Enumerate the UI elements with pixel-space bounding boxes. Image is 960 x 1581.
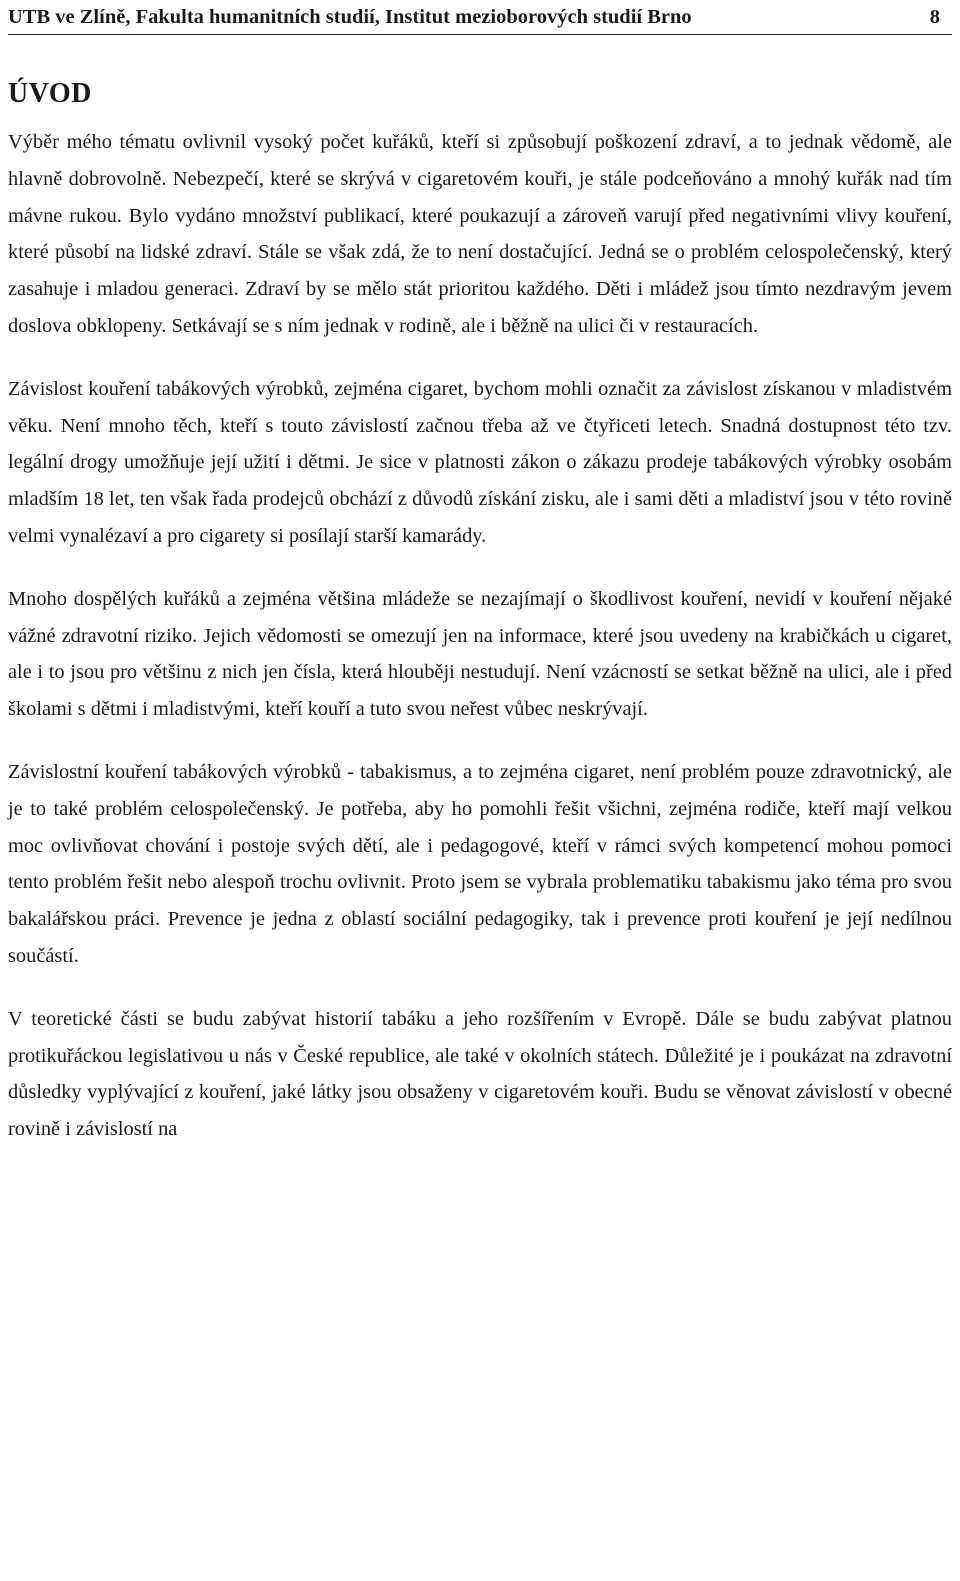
paragraph: Závislostní kouření tabákových výrobků - tabakismus, a to zejména cigaret, není problém pouze zdravotnický, ale je to také problém celospolečenský. Je potřeba, aby ho pomohli řešit všichni, zejména rodiče, kteří mají velkou moc ovlivňovat chování i postoje svých dětí, ale i pedagogové, kteří v rámci svých kompetencí mohou pomoci tento problém řešit nebo alespoň trochu ovlivnit. Proto jsem se vybrala problematiku tabakismu jako téma pro svou bakalářskou práci. Prevence je jedna z oblastí sociální pedagogiky, tak i prevence proti kouření je její nedílnou součástí. [8,760,952,967]
page-number: 8 [929,6,940,28]
section-heading: ÚVOD [8,78,92,109]
paragraph: V teoretické části se budu zabývat historií tabáku a jeho rozšířením v Evropě. Dále se budu zabývat platnou protikuřáckou legislativou u nás v České republice, ale také v okolních státech. Důležité je i poukázat na zdravotní důsledky vyplývající z kouření, jaké látky jsou obsaženy v cigaretovém kouři. Budu se věnovat závislostí v obecné rovině i závislostí na [8,1007,952,1141]
paragraph: Výběr mého tématu ovlivnil vysoký počet kuřáků, kteří si způsobují poškození zdraví, a to jednak vědomě, ale hlavně dobrovolně. Nebezpečí, které se skrývá v cigaretovém kouři, je stále podceňováno a mnohý kuřák nad tím mávne rukou. Bylo vydáno množství publikací, které poukazují a zároveň varují před negativními vlivy kouření, které působí na lidské zdraví. Stále se však zdá, že to není dostačující. Jedná se o problém celospolečenský, který zasahuje i mladou generaci. Zdraví by se mělo stát prioritou každého. Děti i mládež jsou tímto nezdravým jevem doslova obklopeny. Setkávají se s ním jednak v rodině, ale i běžně na ulici či v restauracích. [8,131,952,337]
running-header [8,0,952,35]
paragraph: Závislost kouření tabákových výrobků, zejména cigaret, bychom mohli označit za závislost získanou v mladistvém věku. Není mnoho těch, kteří s touto závislostí začnou třeba až ve čtyřiceti letech. Snadná dostupnost této tzv. legální drogy umožňuje její užití i dětmi. Je sice v platnosti zákon o zákazu prodeje tabákových výrobky osobám mladším 18 let, ten však řada prodejců obchází z důvodů získání zisku, ale i sami děti a mladiství jsou v této rovině velmi vynalézaví a pro cigarety si posílají starší kamarády. [8,377,952,547]
body-text [8,124,952,1174]
paragraph: Mnoho dospělých kuřáků a zejména většina mládeže se nezajímají o škodlivost kouření, nevidí v kouření nějaké vážné zdravotní riziko. Jejich vědomosti se omezují jen na informace, které jsou uvedeny na krabičkách u cigaret, ale i to jsou pro většinu z nich jen čísla, která hlouběji nestudují. Není vzácností se setkat běžně na ulici, ale i před školami s dětmi i mladistvými, kteří kouří a tuto svou neřest vůbec neskrývají. [8,587,952,721]
header-title: UTB ve Zlíně, Fakulta humanitních studií, Institut mezioborových studií Brno [8,6,692,28]
